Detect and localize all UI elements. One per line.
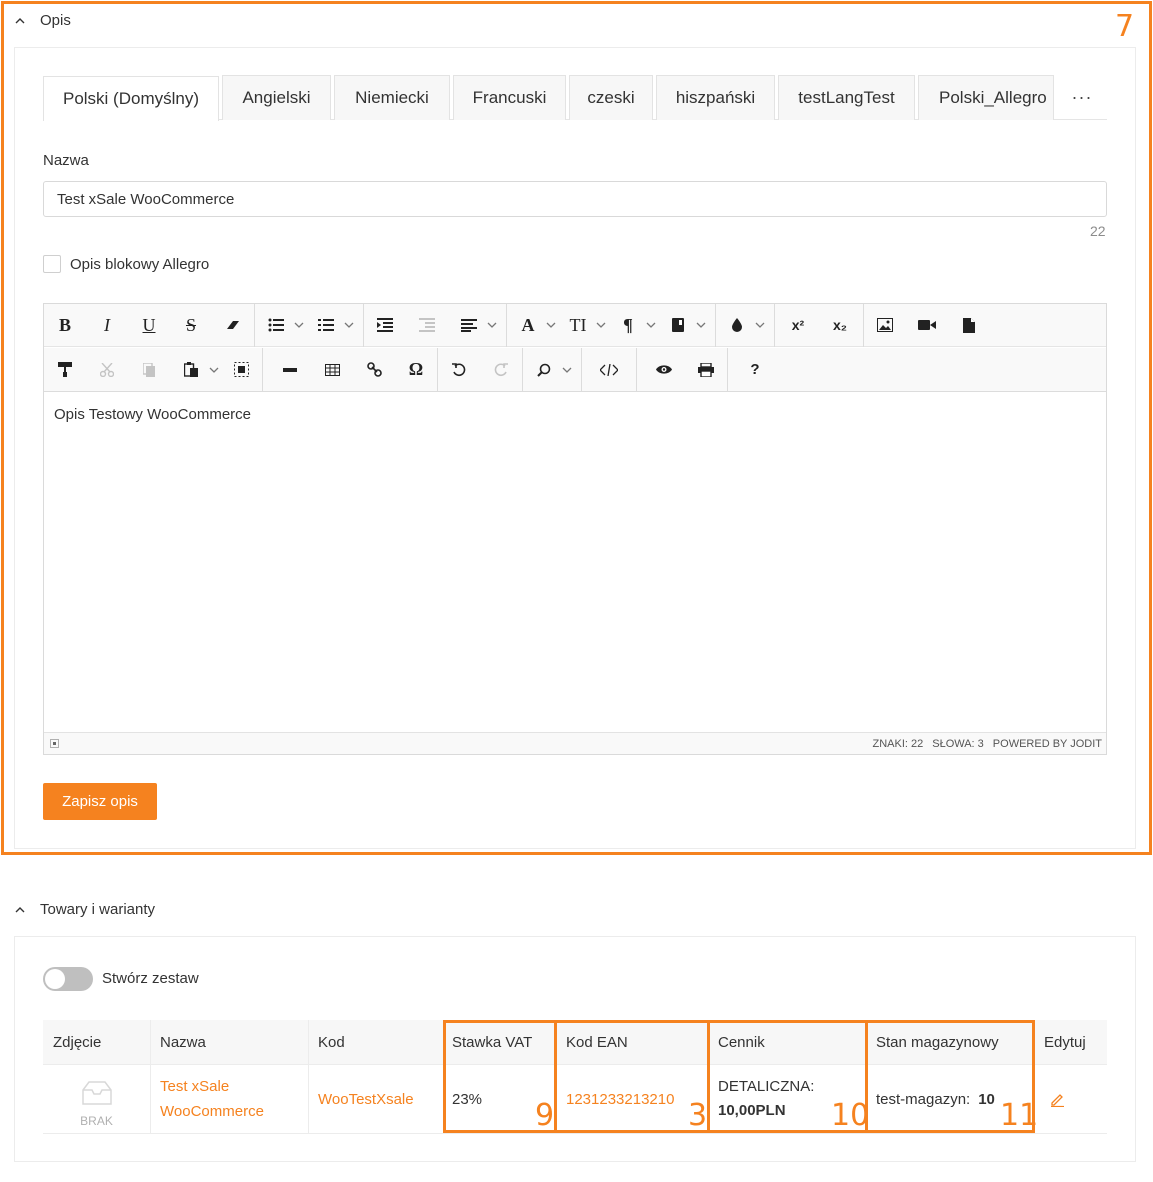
- cell-ean[interactable]: [556, 1065, 708, 1134]
- tab-czeski[interactable]: [569, 75, 653, 120]
- name-input[interactable]: Test xSale WooCommerce: [43, 181, 1107, 217]
- annotation-number-11: 11: [1000, 1098, 1039, 1133]
- superscript-glyph: x²: [791, 317, 805, 333]
- cell-edit: [1034, 1065, 1107, 1134]
- col-header-photo: Zdjęcie: [43, 1020, 150, 1065]
- tab-niemiecki[interactable]: [334, 75, 450, 120]
- price-list-name: DETALICZNA:: [718, 1078, 815, 1095]
- link-icon[interactable]: [359, 355, 389, 385]
- print-icon[interactable]: [691, 355, 721, 385]
- strikethrough-icon[interactable]: [176, 310, 206, 340]
- font-icon[interactable]: [513, 310, 543, 340]
- find-icon[interactable]: [529, 355, 559, 385]
- help-glyph: ?: [750, 361, 760, 378]
- resize-handle-icon[interactable]: [50, 739, 59, 748]
- tb-group-view: [637, 348, 728, 391]
- save-description-button[interactable]: Zapisz opis: [43, 783, 157, 820]
- file-icon[interactable]: [954, 310, 984, 340]
- allegro-block-checkbox[interactable]: [43, 255, 61, 273]
- copy-icon[interactable]: [134, 355, 164, 385]
- paragraph-icon[interactable]: [613, 310, 643, 340]
- rich-text-editor: [43, 303, 1107, 755]
- italic-icon[interactable]: [92, 310, 122, 340]
- help-icon[interactable]: [740, 355, 770, 385]
- select-all-icon[interactable]: [226, 355, 256, 385]
- symbol-icon[interactable]: [401, 355, 431, 385]
- powered-by[interactable]: POWERED BY JODIT: [992, 737, 1102, 750]
- allegro-block-label: Opis blokowy Allegro: [70, 256, 210, 273]
- col-header-stock: Stan magazynowy: [866, 1020, 1034, 1065]
- ean-code[interactable]: 1231233213210: [566, 1090, 675, 1108]
- chevron-down-icon[interactable]: [341, 310, 357, 340]
- tb-group-help: [728, 348, 776, 391]
- more-icon: ···: [1071, 86, 1093, 107]
- tab-label: Polski (Domyślny): [62, 89, 200, 108]
- tb-group-clipboard: [44, 348, 263, 391]
- annotation-number-10: 10: [831, 1098, 870, 1133]
- chevron-down-icon[interactable]: [543, 310, 559, 340]
- paste-icon[interactable]: [176, 355, 206, 385]
- tab-label: czeski: [587, 88, 635, 107]
- table-divider: [150, 1020, 151, 1134]
- brush-icon[interactable]: [722, 310, 752, 340]
- editor-statusbar: [44, 732, 1106, 754]
- col-header-edit: Edytuj: [1034, 1020, 1107, 1065]
- section-towary-title: Towary i warianty: [40, 901, 156, 918]
- annotation-number-9: 9: [535, 1098, 555, 1133]
- unordered-list-icon[interactable]: [261, 310, 291, 340]
- chevron-down-icon[interactable]: [593, 310, 609, 340]
- toggle-knob: [45, 969, 65, 989]
- hr-icon[interactable]: [275, 355, 305, 385]
- table-icon[interactable]: [317, 355, 347, 385]
- font-size-glyph: TI: [569, 314, 587, 335]
- cut-icon[interactable]: [92, 355, 122, 385]
- strike-glyph: S: [185, 314, 196, 335]
- copy-format-icon[interactable]: [50, 355, 80, 385]
- ordered-list-icon[interactable]: [311, 310, 341, 340]
- vat-rate: 23%: [452, 1090, 483, 1108]
- subscript-glyph: x₂: [832, 317, 847, 333]
- stock-quantity: 10: [978, 1090, 995, 1108]
- cell-photo: [43, 1065, 150, 1134]
- annotation-number-3: 3: [688, 1098, 708, 1133]
- tabs-more-button[interactable]: [1057, 75, 1107, 119]
- tab-label: Polski_Allegro: [939, 88, 1047, 107]
- subscript-icon[interactable]: [823, 310, 857, 340]
- tb-group-source: [582, 348, 637, 391]
- chevron-down-icon[interactable]: [206, 355, 222, 385]
- italic-glyph: I: [104, 314, 110, 335]
- editor-content[interactable]: Opis Testowy WooCommerce: [44, 391, 1106, 731]
- chevron-down-icon[interactable]: [643, 310, 659, 340]
- tb-group-font: [507, 304, 716, 347]
- table-divider: [443, 1020, 444, 1134]
- stock-warehouse: test-magazyn:: [876, 1090, 971, 1108]
- tab-label: Angielski: [242, 88, 311, 107]
- tab-polski[interactable]: [43, 76, 219, 121]
- table-divider: [308, 1020, 309, 1134]
- no-image-text: BRAK: [80, 1114, 113, 1128]
- underline-icon[interactable]: [134, 310, 164, 340]
- char-count: ZNAKI: 22: [872, 737, 924, 750]
- chevron-down-icon[interactable]: [484, 310, 500, 340]
- font-glyph: A: [521, 314, 535, 335]
- editor-toolbar-row-2: [44, 348, 1106, 391]
- source-icon[interactable]: [594, 355, 624, 385]
- tb-group-format: [44, 304, 255, 347]
- tb-group-insert: [263, 348, 438, 391]
- tab-francuski[interactable]: [453, 75, 566, 120]
- empty-box-icon: [80, 1080, 114, 1106]
- indent-icon[interactable]: [370, 310, 400, 340]
- chevron-down-icon[interactable]: [693, 310, 709, 340]
- tb-group-lists: [255, 304, 364, 347]
- cell-code[interactable]: [308, 1065, 443, 1134]
- price-value: 10,00PLN: [718, 1102, 786, 1119]
- chevron-up-icon[interactable]: [14, 904, 26, 916]
- redo-icon[interactable]: [486, 355, 516, 385]
- tab-label: Niemiecki: [355, 88, 429, 107]
- name-label: Nazwa: [43, 152, 89, 169]
- col-header-price: Cennik: [708, 1020, 866, 1065]
- paragraph-glyph: ¶: [623, 314, 633, 335]
- chevron-up-icon[interactable]: [14, 15, 26, 27]
- omega-glyph: Ω: [408, 359, 424, 379]
- image-icon[interactable]: [870, 310, 900, 340]
- word-count: SŁOWA: 3: [932, 737, 984, 750]
- bold-icon[interactable]: [50, 310, 80, 340]
- preview-icon[interactable]: [649, 355, 679, 385]
- image-placeholder: [80, 1080, 114, 1128]
- tb-group-find: [523, 348, 582, 391]
- col-header-code: Kod: [308, 1020, 443, 1065]
- name-char-counter: 22: [1090, 223, 1106, 239]
- undo-icon[interactable]: [444, 355, 474, 385]
- col-header-vat: Stawka VAT: [443, 1020, 556, 1065]
- table-divider: [708, 1020, 709, 1134]
- superscript-icon[interactable]: [781, 310, 815, 340]
- outdent-icon[interactable]: [412, 310, 442, 340]
- tb-group-color: [716, 304, 775, 347]
- font-size-icon[interactable]: [563, 310, 593, 340]
- tb-group-history: [438, 348, 523, 391]
- product-name-line1[interactable]: Test xSale: [160, 1078, 230, 1095]
- section-towary-header[interactable]: [14, 901, 155, 918]
- language-tabs: [43, 75, 1107, 120]
- section-opis-header[interactable]: [14, 12, 71, 29]
- tab-testlangtest[interactable]: [778, 75, 915, 120]
- classes-icon[interactable]: [663, 310, 693, 340]
- section-opis-title: Opis: [40, 12, 71, 29]
- align-icon[interactable]: [454, 310, 484, 340]
- col-header-name: Nazwa: [150, 1020, 308, 1065]
- tab-label: hiszpański: [675, 88, 756, 107]
- product-name-line2[interactable]: WooCommerce: [160, 1103, 264, 1120]
- editor-toolbar-row-1: [44, 304, 1106, 347]
- table-divider: [556, 1020, 557, 1134]
- video-icon[interactable]: [912, 310, 942, 340]
- underline-glyph: U: [142, 314, 156, 335]
- col-header-ean: Kod EAN: [556, 1020, 708, 1065]
- tab-label: Francuski: [472, 88, 547, 107]
- tab-label: testLangTest: [798, 88, 895, 107]
- tb-group-media: [864, 304, 990, 347]
- create-set-toggle[interactable]: [43, 967, 93, 991]
- chevron-down-icon[interactable]: [559, 355, 575, 385]
- eraser-icon[interactable]: [218, 310, 248, 340]
- tab-polski-allegro[interactable]: [918, 75, 1054, 120]
- tab-angielski[interactable]: [222, 75, 331, 120]
- bold-glyph: B: [58, 314, 71, 335]
- edit-pencil-icon[interactable]: [1050, 1092, 1065, 1107]
- create-set-label: Stwórz zestaw: [102, 970, 199, 987]
- chevron-down-icon[interactable]: [752, 310, 768, 340]
- tab-hiszpanski[interactable]: [656, 75, 775, 120]
- annotation-number-7: 7: [1115, 9, 1135, 44]
- tb-group-indent: [364, 304, 507, 347]
- product-code[interactable]: WooTestXsale: [318, 1090, 414, 1108]
- chevron-down-icon[interactable]: [291, 310, 307, 340]
- cell-name[interactable]: [150, 1065, 308, 1134]
- tb-group-script: [775, 304, 864, 347]
